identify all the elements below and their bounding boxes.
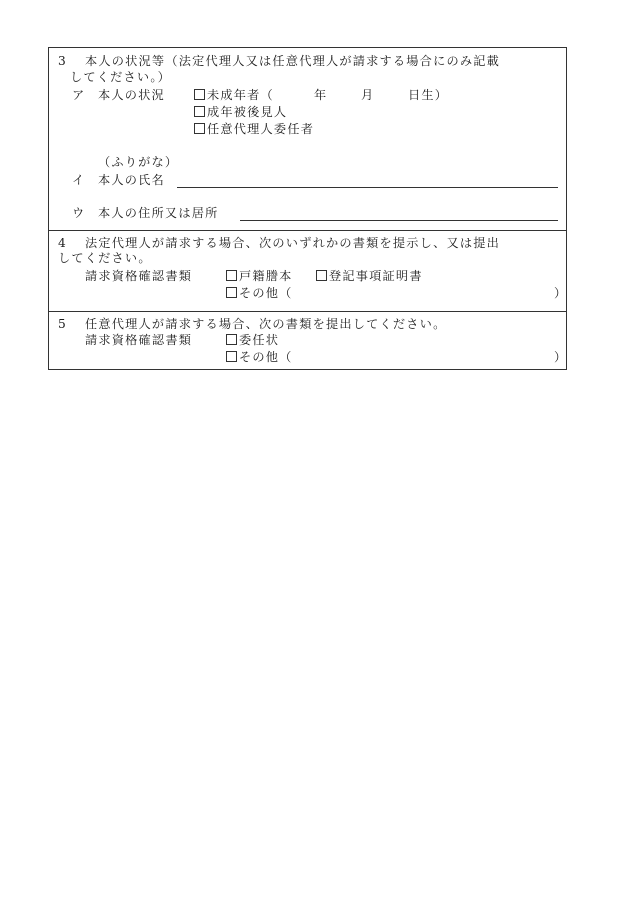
section-4-docs-label: 請求資格確認書類	[85, 269, 193, 283]
section-5-number: 5	[58, 317, 67, 331]
section-4-number: 4	[58, 236, 67, 250]
minor-checkbox-option[interactable]	[194, 88, 274, 103]
checkbox-icon[interactable]	[226, 351, 237, 362]
item-a-marker: ア	[72, 88, 86, 102]
section-4-text-cont: してください。	[58, 251, 152, 265]
koseki-checkbox-option[interactable]	[226, 269, 293, 284]
name-field[interactable]	[177, 187, 558, 188]
checkbox-icon[interactable]	[226, 334, 237, 345]
guardian-checkbox-option[interactable]	[194, 105, 287, 120]
checkbox-icon[interactable]	[194, 106, 205, 117]
principal-label: 任意代理人委任者	[207, 122, 315, 136]
section-3-heading: 本人の状況等（法定代理人又は任意代理人が請求する場合にのみ記載	[85, 54, 501, 68]
checkbox-icon[interactable]	[226, 270, 237, 281]
item-i-marker: イ	[72, 173, 86, 187]
section-3-heading-cont: してください。）	[70, 70, 171, 84]
other-checkbox-option-5[interactable]	[226, 350, 293, 365]
checkbox-icon[interactable]	[194, 123, 205, 134]
section-3	[49, 48, 566, 230]
koseki-label: 戸籍謄本	[239, 269, 293, 283]
day-label: 日生）	[408, 88, 449, 102]
item-u-label: 本人の住所又は居所	[98, 206, 219, 220]
address-field[interactable]	[240, 220, 558, 221]
section-4-text: 法定代理人が請求する場合、次のいずれかの書類を提示し、又は提出	[85, 236, 501, 250]
section-5-docs-label: 請求資格確認書類	[85, 333, 193, 347]
guardian-label: 成年被後見人	[207, 105, 288, 119]
year-label: 年	[314, 88, 328, 102]
section-5	[49, 311, 566, 370]
registry-label: 登記事項証明書	[329, 269, 423, 283]
other-close-paren-5: ）	[554, 350, 568, 364]
proxy-label: 委任状	[239, 333, 280, 347]
section-5-text: 任意代理人が請求する場合、次の書類を提出してください。	[85, 317, 447, 331]
minor-label: 未成年者（	[207, 88, 274, 102]
item-u-marker: ウ	[72, 206, 86, 220]
furigana-label: （ふりがな）	[98, 155, 179, 169]
other-label: その他（	[239, 286, 293, 300]
item-i-label: 本人の氏名	[98, 173, 165, 187]
checkbox-icon[interactable]	[226, 287, 237, 298]
other-label-5: その他（	[239, 350, 293, 364]
principal-checkbox-option[interactable]	[194, 122, 314, 137]
section-3-number: 3	[58, 54, 67, 68]
section-4	[49, 230, 566, 312]
registry-checkbox-option[interactable]	[316, 269, 423, 284]
month-label: 月	[361, 88, 375, 102]
checkbox-icon[interactable]	[194, 89, 205, 100]
checkbox-icon[interactable]	[316, 270, 327, 281]
request-form-table	[48, 47, 567, 370]
other-close-paren: ）	[554, 286, 568, 300]
item-a-label: 本人の状況	[98, 88, 165, 102]
proxy-checkbox-option[interactable]	[226, 333, 279, 348]
other-checkbox-option[interactable]	[226, 286, 293, 301]
